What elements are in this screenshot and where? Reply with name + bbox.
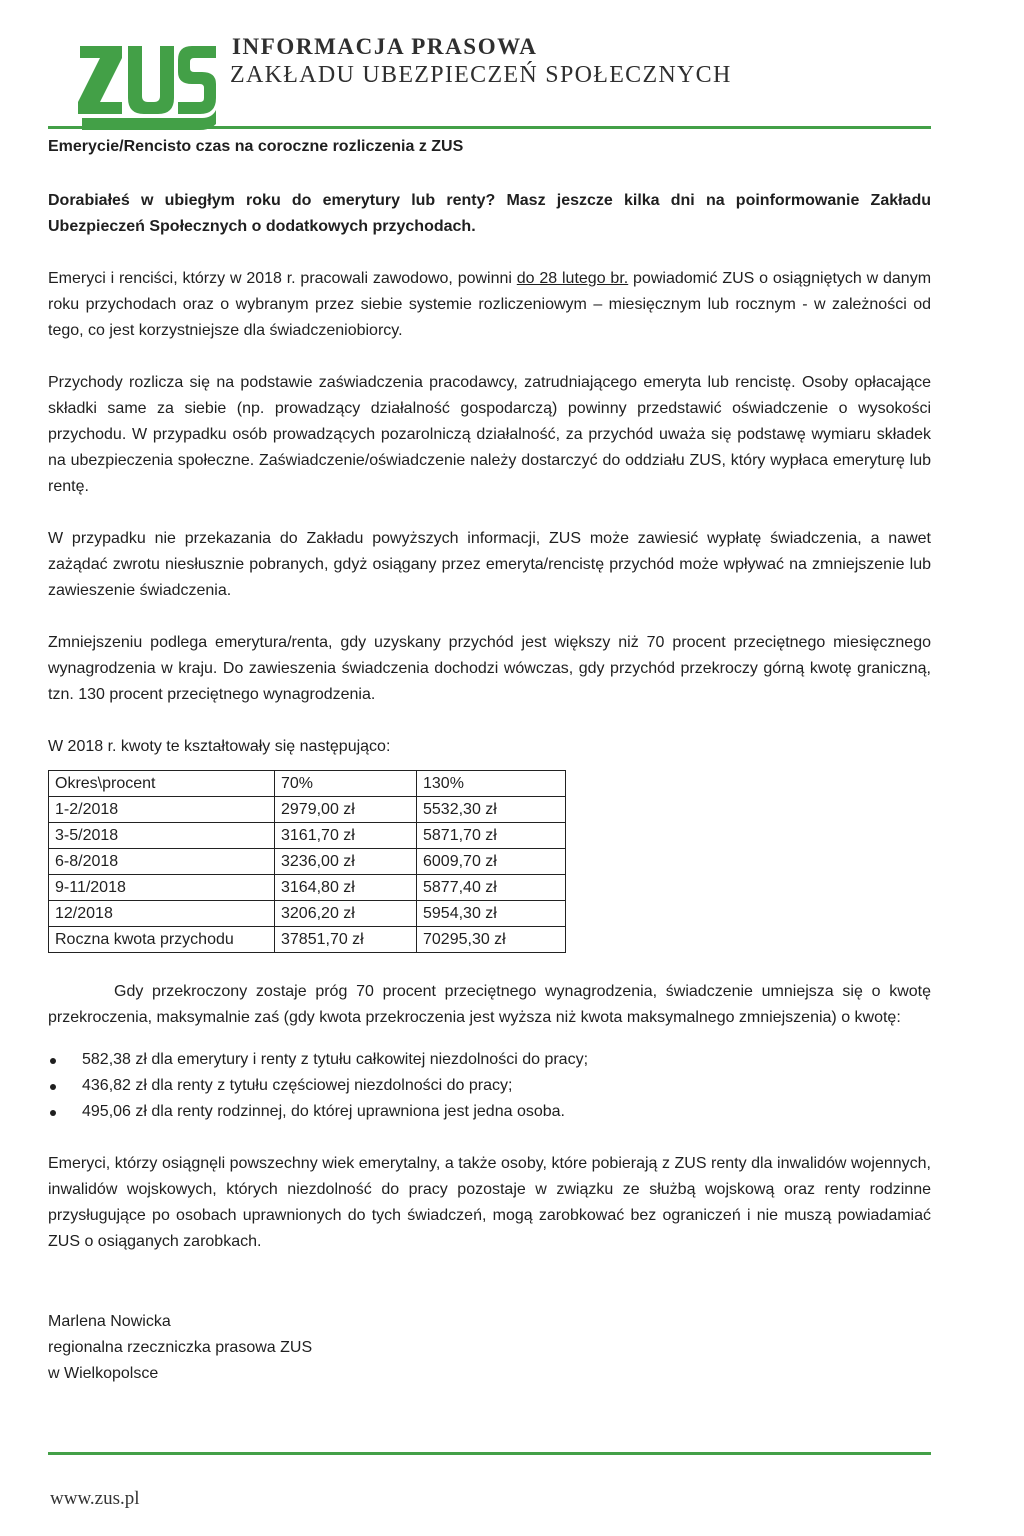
- header-title: INFORMACJA PRASOWA: [232, 34, 538, 59]
- signature-name: Marlena Nowicka: [48, 1313, 171, 1330]
- paragraph-suspension-warning: W przypadku nie przekazania do Zakładu powyższych informacji, ZUS może zawiesić wypłatę świadczenia, a nawet zażądać zwrotu niesłusznie pobranych, gdyż osiągany przez emeryta/rencistę przychód może wpływać na zmniejszenie lub zawieszenie świadczenia.: [48, 530, 931, 599]
- paragraph-deadline-text-after: powiadomić ZUS o osiągniętych w danym roku przychodach oraz o wybranym przez siebie systemie rozliczeniowym – miesięcznym lub rocznym - w zależności od tego, co jest korzystniejsze dla świadczeniobiorcy.: [48, 270, 932, 339]
- table-cell-period: 12/2018: [49, 901, 275, 927]
- list-item: [48, 1073, 931, 1099]
- table-row: [49, 901, 566, 927]
- table-cell-130: 6009,70 zł: [417, 849, 566, 875]
- paragraph-deadline: [48, 266, 931, 344]
- bullet-icon: [50, 1084, 56, 1090]
- paragraph-income-settlement: Przychody rozlicza się na podstawie zaświadczenia pracodawcy, zatrudniającego emeryta lub rencistę. Osoby opłacające składki same za siebie (np. prowadzący działalność gospodarczą) powinny przedstawić oświadczenie o wysokości przychodu. W przypadku osób prowadzących pozarolniczą działalność, za przychód uważa się podstawę wymiaru składek na ubezpieczenia społeczne. Zaświadczenie/oświadczenie należy dostarczyć do oddziału ZUS, który wypłaca emeryturę lub rentę.: [48, 374, 931, 495]
- table-header-cell: Okres\procent: [49, 771, 275, 797]
- table-cell-130: 70295,30 zł: [417, 927, 566, 953]
- list-item-text: 436,82 zł dla renty z tytułu częściowej niezdolności do pracy;: [82, 1077, 513, 1094]
- reduction-amounts-list: [48, 1047, 931, 1125]
- press-release-body: [48, 132, 931, 1387]
- table-cell-130: 5871,70 zł: [417, 823, 566, 849]
- table-header-row: [49, 771, 566, 797]
- list-item: [48, 1099, 931, 1125]
- press-header: [58, 24, 958, 114]
- deadline-date: do 28 lutego br.: [516, 270, 629, 287]
- table-row-annual-total: [49, 927, 566, 953]
- table-intro: W 2018 r. kwoty te kształtowały się następująco:: [48, 738, 391, 755]
- table-row: [49, 797, 566, 823]
- lead-paragraph: Dorabiałeś w ubiegłym roku do emerytury lub renty? Masz jeszcze kilka dni na poinformowanie Zakładu Ubezpieczeń Społecznych o dodatkowych przychodach.: [48, 192, 931, 235]
- paragraph-deadline-text-before: Emeryci i renciści, którzy w 2018 r. pracowali zawodowo, powinni: [48, 270, 517, 287]
- table-row: [49, 849, 566, 875]
- table-cell-70: 3206,20 zł: [275, 901, 417, 927]
- table-cell-period: 6-8/2018: [49, 849, 275, 875]
- table-header-cell: 70%: [275, 771, 417, 797]
- document-title: Emerycie/Rencisto czas na coroczne rozliczenia z ZUS: [48, 138, 464, 155]
- paragraph-exemptions: Emeryci, którzy osiągnęli powszechny wiek emerytalny, a także osoby, które pobierają z ZUS renty dla inwalidów wojennych, inwalidów wojskowych, których niezdolność do pracy pozostaje w związku ze służbą wojskową oraz renty rodzinne przysługujące po osobach uprawnionych do tych świadczeń, mogą zarobkować bez ograniczeń i nie muszą powiadamiać ZUS o osiąganych zarobkach.: [48, 1155, 931, 1250]
- table-cell-70: 3236,00 zł: [275, 849, 417, 875]
- list-item-text: 582,38 zł dla emerytury i renty z tytułu całkowitej niezdolności do pracy;: [82, 1051, 589, 1068]
- table-cell-130: 5954,30 zł: [417, 901, 566, 927]
- table-row: [49, 823, 566, 849]
- signature-block: [48, 1309, 931, 1387]
- bullet-icon: [50, 1058, 56, 1064]
- paragraph-thresholds: Zmniejszeniu podlega emerytura/renta, gdy uzyskany przychód jest większy niż 70 procent przeciętnego miesięcznego wynagrodzenia w kraju. Do zawieszenia świadczenia dochodzi wówczas, gdy przychód przekroczy górną kwotę graniczną, tzn. 130 procent przeciętnego wynagrodzenia.: [48, 634, 931, 703]
- footer-url[interactable]: www.zus.pl: [50, 1488, 140, 1509]
- zus-logo: [70, 32, 220, 132]
- threshold-table: [48, 770, 566, 953]
- top-divider: [48, 126, 931, 129]
- list-item: [48, 1047, 931, 1073]
- table-cell-period: 3-5/2018: [49, 823, 275, 849]
- signature-role: regionalna rzeczniczka prasowa ZUS: [48, 1339, 313, 1356]
- table-cell-period: 9-11/2018: [49, 875, 275, 901]
- paragraph-reduction: Gdy przekroczony zostaje próg 70 procent przeciętnego wynagrodzenia, świadczenie umniejsza się o kwotę przekroczenia, maksymalnie zaś (gdy kwota przekroczenia jest wyższa niż kwota maksymalnego zmniejszenia) o kwotę:: [48, 983, 931, 1026]
- table-cell-70: 3161,70 zł: [275, 823, 417, 849]
- table-cell-70: 2979,00 zł: [275, 797, 417, 823]
- table-header-cell: 130%: [417, 771, 566, 797]
- table-cell-70: 37851,70 zł: [275, 927, 417, 953]
- table-row: [49, 875, 566, 901]
- bottom-divider: [48, 1452, 931, 1455]
- list-item-text: 495,06 zł dla renty rodzinnej, do której uprawniona jest jedna osoba.: [82, 1103, 565, 1120]
- bullet-icon: [50, 1110, 56, 1116]
- table-cell-period: 1-2/2018: [49, 797, 275, 823]
- signature-region: w Wielkopolsce: [48, 1365, 159, 1382]
- table-cell-130: 5877,40 zł: [417, 875, 566, 901]
- header-subtitle: ZAKŁADU UBEZPIECZEŃ SPOŁECZNYCH: [230, 62, 732, 88]
- table-cell-period: Roczna kwota przychodu: [49, 927, 275, 953]
- table-cell-70: 3164,80 zł: [275, 875, 417, 901]
- table-cell-130: 5532,30 zł: [417, 797, 566, 823]
